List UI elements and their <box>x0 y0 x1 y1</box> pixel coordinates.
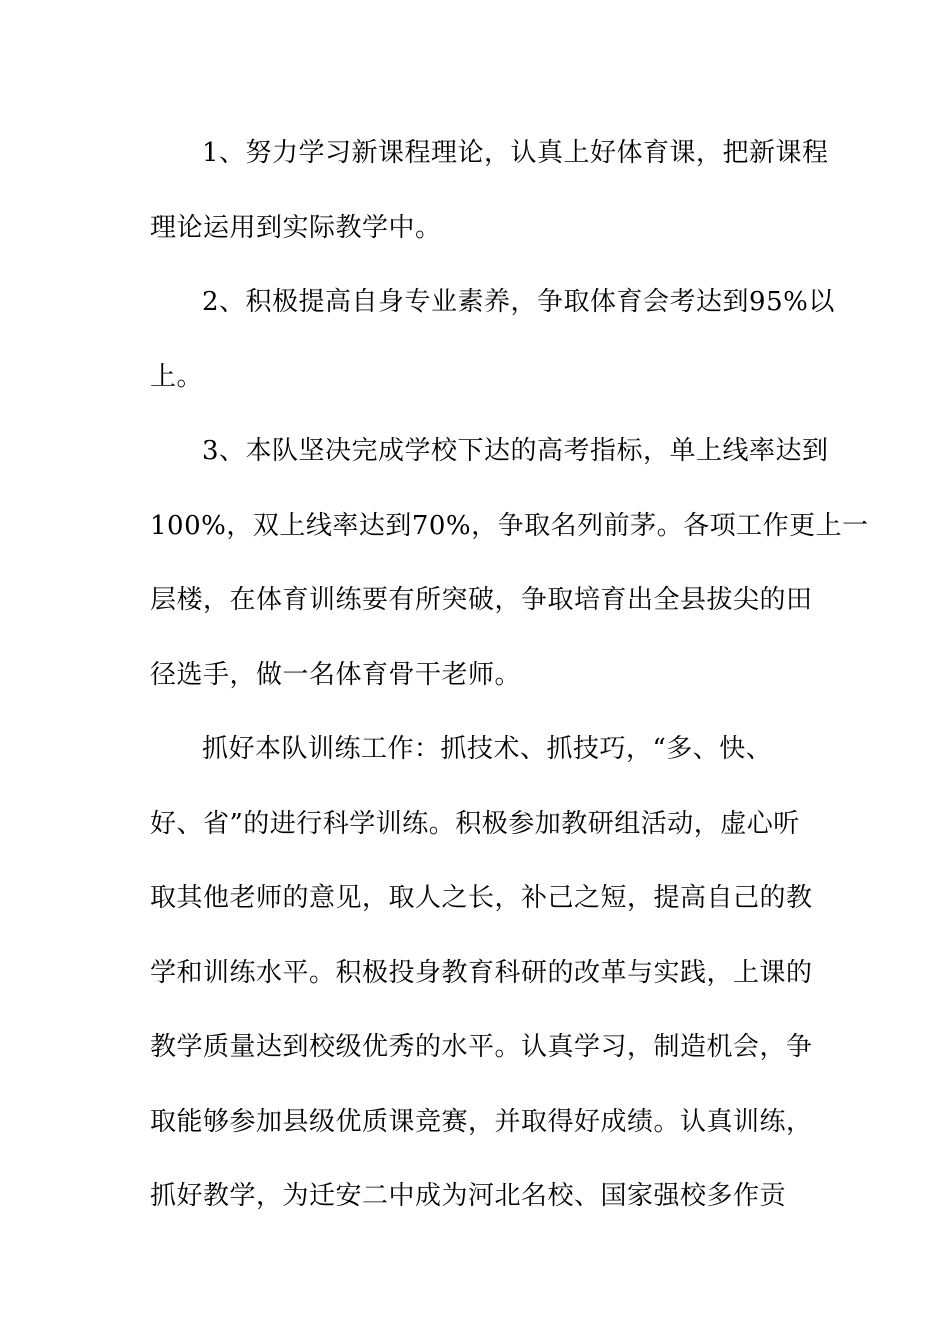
paragraph-1-line-1: 1、努力学习新课程理论，认真上好体育课，把新课程 <box>202 138 829 168</box>
paragraph-4-line-3: 取其他老师的意见，取人之长，补己之短，提高自己的教 <box>150 883 813 913</box>
paragraph-4-line-7: 抓好教学，为迁安二中成为河北名校、国家强校多作贡 <box>150 1181 787 1211</box>
paragraph-4-line-6: 取能够参加县级优质课竞赛，并取得好成绩。认真训练， <box>150 1107 813 1137</box>
paragraph-2-line-2: 上。 <box>150 362 204 392</box>
paragraph-2-line-1: 2、积极提高自身专业素养，争取体育会考达到95%以 <box>202 287 835 317</box>
paragraph-4-line-5: 教学质量达到校级优秀的水平。认真学习，制造机会，争 <box>150 1032 813 1062</box>
paragraph-4-line-1: 抓好本队训练工作：抓技术、抓技巧，“多、快、 <box>202 734 773 764</box>
paragraph-3-line-3: 层楼，在体育训练要有所突破，争取培育出全县拔尖的田 <box>150 585 813 615</box>
paragraph-1-line-2: 理论运用到实际教学中。 <box>150 213 442 243</box>
paragraph-4-line-2: 好、省”的进行科学训练。积极参加教研组活动，虚心听 <box>150 809 800 839</box>
paragraph-3-line-1: 3、本队坚决完成学校下达的高考指标，单上线率达到 <box>202 436 829 466</box>
paragraph-4-line-4: 学和训练水平。积极投身教育科研的改革与实践，上课的 <box>150 958 813 988</box>
paragraph-3-line-2: 100%，双上线率达到70%，争取名列前茅。各项工作更上一 <box>150 511 869 541</box>
paragraph-3-line-4: 径选手，做一名体育骨干老师。 <box>150 660 522 690</box>
